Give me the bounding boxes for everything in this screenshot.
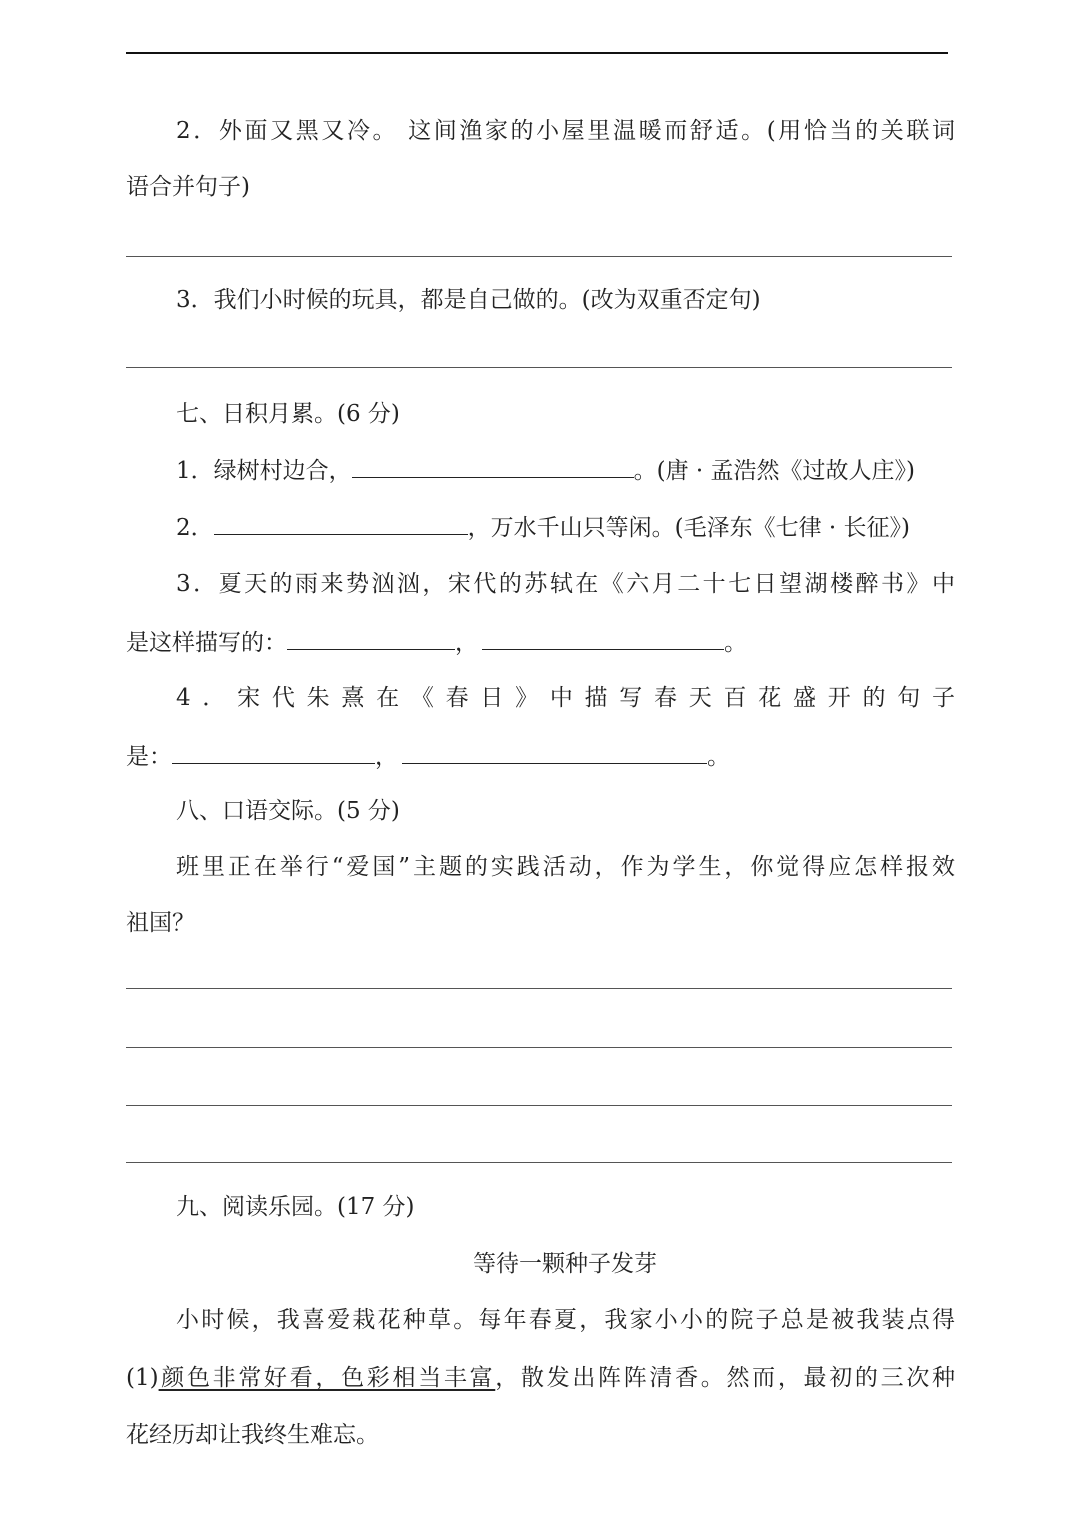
s7-item3-blank1[interactable] [287, 627, 455, 650]
s7-item4-cont [126, 741, 955, 771]
s7-item4-post: 。 [707, 744, 730, 770]
passage-para1-line3: 花经历却让我终生难忘。 [126, 1422, 379, 1448]
question-marker: (1) [126, 1365, 159, 1391]
passage-para1: 小时候，我喜爱栽花种草。每年春夏，我家小小的院子总是被我装点得 [176, 1307, 955, 1333]
q2-answer-line[interactable] [126, 256, 952, 257]
section8-heading: 八、口语交际。(5 分) [176, 798, 400, 824]
s7-item3: 3．夏天的雨来势汹汹，宋代的苏轼在《六月二十七日望湖楼醉书》中 [176, 571, 955, 597]
s7-item2-post: ，万水千山只等闲。(毛泽东《七律 · 长征》) [467, 515, 911, 541]
s8-answer-line-2[interactable] [126, 1047, 952, 1048]
s7-item3-mid: ， [455, 630, 478, 656]
q3-text: 3．我们小时候的玩具，都是自己做的。(改为双重否定句) [176, 287, 761, 313]
s7-item3-blank2[interactable] [482, 627, 724, 650]
s7-item2 [176, 512, 955, 542]
passage-text: ，散发出阵阵清香。然而，最初的三次种 [495, 1365, 956, 1391]
s7-item4-blank2[interactable] [402, 741, 707, 764]
section7-heading: 七、日积月累。(6 分) [176, 401, 400, 427]
s8-question-cont: 祖国？ [126, 910, 195, 936]
q3-answer-line[interactable] [126, 367, 952, 368]
s7-item2-pre: 2． [176, 515, 214, 541]
q2-text: 2．外面又黑又冷。 这间渔家的小屋里温暖而舒适。(用恰当的关联词 [176, 118, 955, 144]
s7-item3-cont [126, 627, 955, 657]
s7-item3-pre: 是这样描写的： [126, 630, 287, 656]
s8-question: 班里正在举行“爱国”主题的实践活动，作为学生，你觉得应怎样报效 [176, 854, 955, 880]
s7-item3-post: 。 [724, 630, 747, 656]
q2-text-cont: 语合并句子) [126, 174, 250, 200]
s7-item1-blank[interactable] [352, 455, 634, 478]
s7-item4: 4．宋代朱熹在《春日》中描写春天百花盛开的句子 [176, 685, 955, 711]
s7-item2-blank[interactable] [214, 512, 468, 535]
s7-item4-blank1[interactable] [172, 741, 375, 764]
s8-answer-line-3[interactable] [126, 1105, 952, 1106]
passage-para1-line2 [126, 1363, 955, 1393]
s7-item1-pre: 1．绿树村边合， [176, 458, 352, 484]
s7-item4-pre: 是： [126, 744, 172, 770]
passage-title: 等待一颗种子发芽 [473, 1251, 657, 1277]
s8-answer-line-1[interactable] [126, 988, 952, 989]
s7-item1 [176, 455, 955, 485]
header-rule [126, 52, 948, 54]
s7-item4-mid: ， [375, 744, 398, 770]
s7-item1-post: 。(唐 · 孟浩然《过故人庄》) [633, 458, 916, 484]
s8-answer-line-4[interactable] [126, 1162, 952, 1163]
underlined-phrase: 颜色非常好看，色彩相当丰富 [158, 1365, 496, 1391]
section9-heading: 九、阅读乐园。(17 分) [176, 1194, 415, 1220]
